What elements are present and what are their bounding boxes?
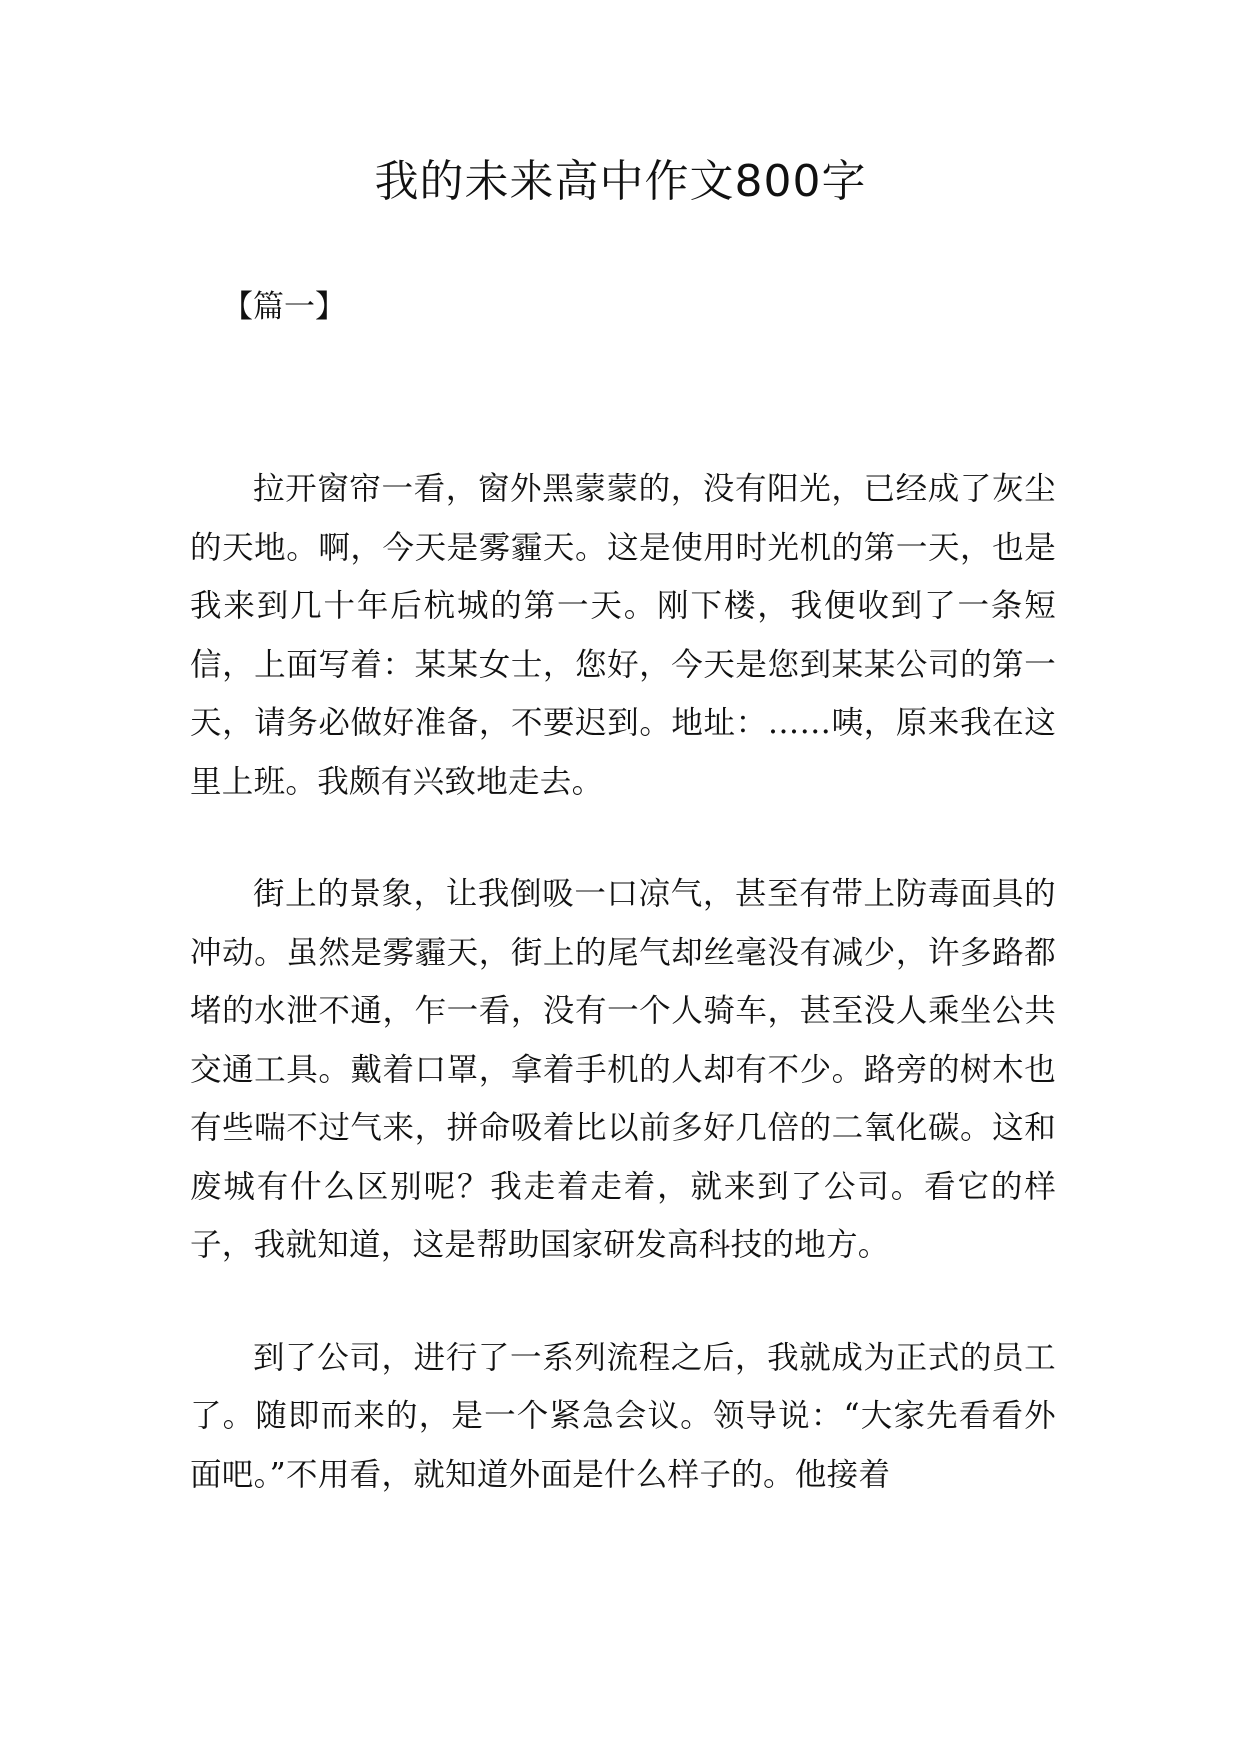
paragraph-2: 街上的景象，让我倒吸一口凉气，甚至有带上防毒面具的冲动。虽然是雾霾天，街上的尾气却丝毫没有减少，许多路都堵的水泄不通，乍一看，没有一个人骑车，甚至没人乘坐公共交通工具。戴着口罩，拿着手机的人却有不少。路旁的树木也有些喘不过气来，拼命吸着比以前多好几倍的二氧化碳。这和废城有什么区别呢？我走着走着，就来到了公司。看它的样子，我就知道，这是帮助国家研发高科技的地方。 — [190, 876, 1056, 1263]
paragraph-1: 拉开窗帘一看，窗外黑蒙蒙的，没有阳光，已经成了灰尘的天地。啊，今天是雾霾天。这是使用时光机的第一天，也是我来到几十年后杭城的第一天。刚下楼，我便收到了一条短信，上面写着：某某女士，您好，今天是您到某某公司的第一天，请务必做好准备，不要迟到。地址：……咦，原来我在这里上班。我颇有兴致地走去。 — [190, 471, 1056, 800]
paragraph-3: 到了公司，进行了一系列流程之后，我就成为正式的员工了。随即而来的，是一个紧急会议。领导说：“大家先看看外面吧。”不用看，就知道外面是什么样子的。他接着 — [190, 1339, 1056, 1493]
document-title: 我的未来高中作文800字 — [374, 156, 867, 207]
document-body — [190, 460, 1056, 1558]
section-label: 【篇一】 — [222, 289, 346, 325]
